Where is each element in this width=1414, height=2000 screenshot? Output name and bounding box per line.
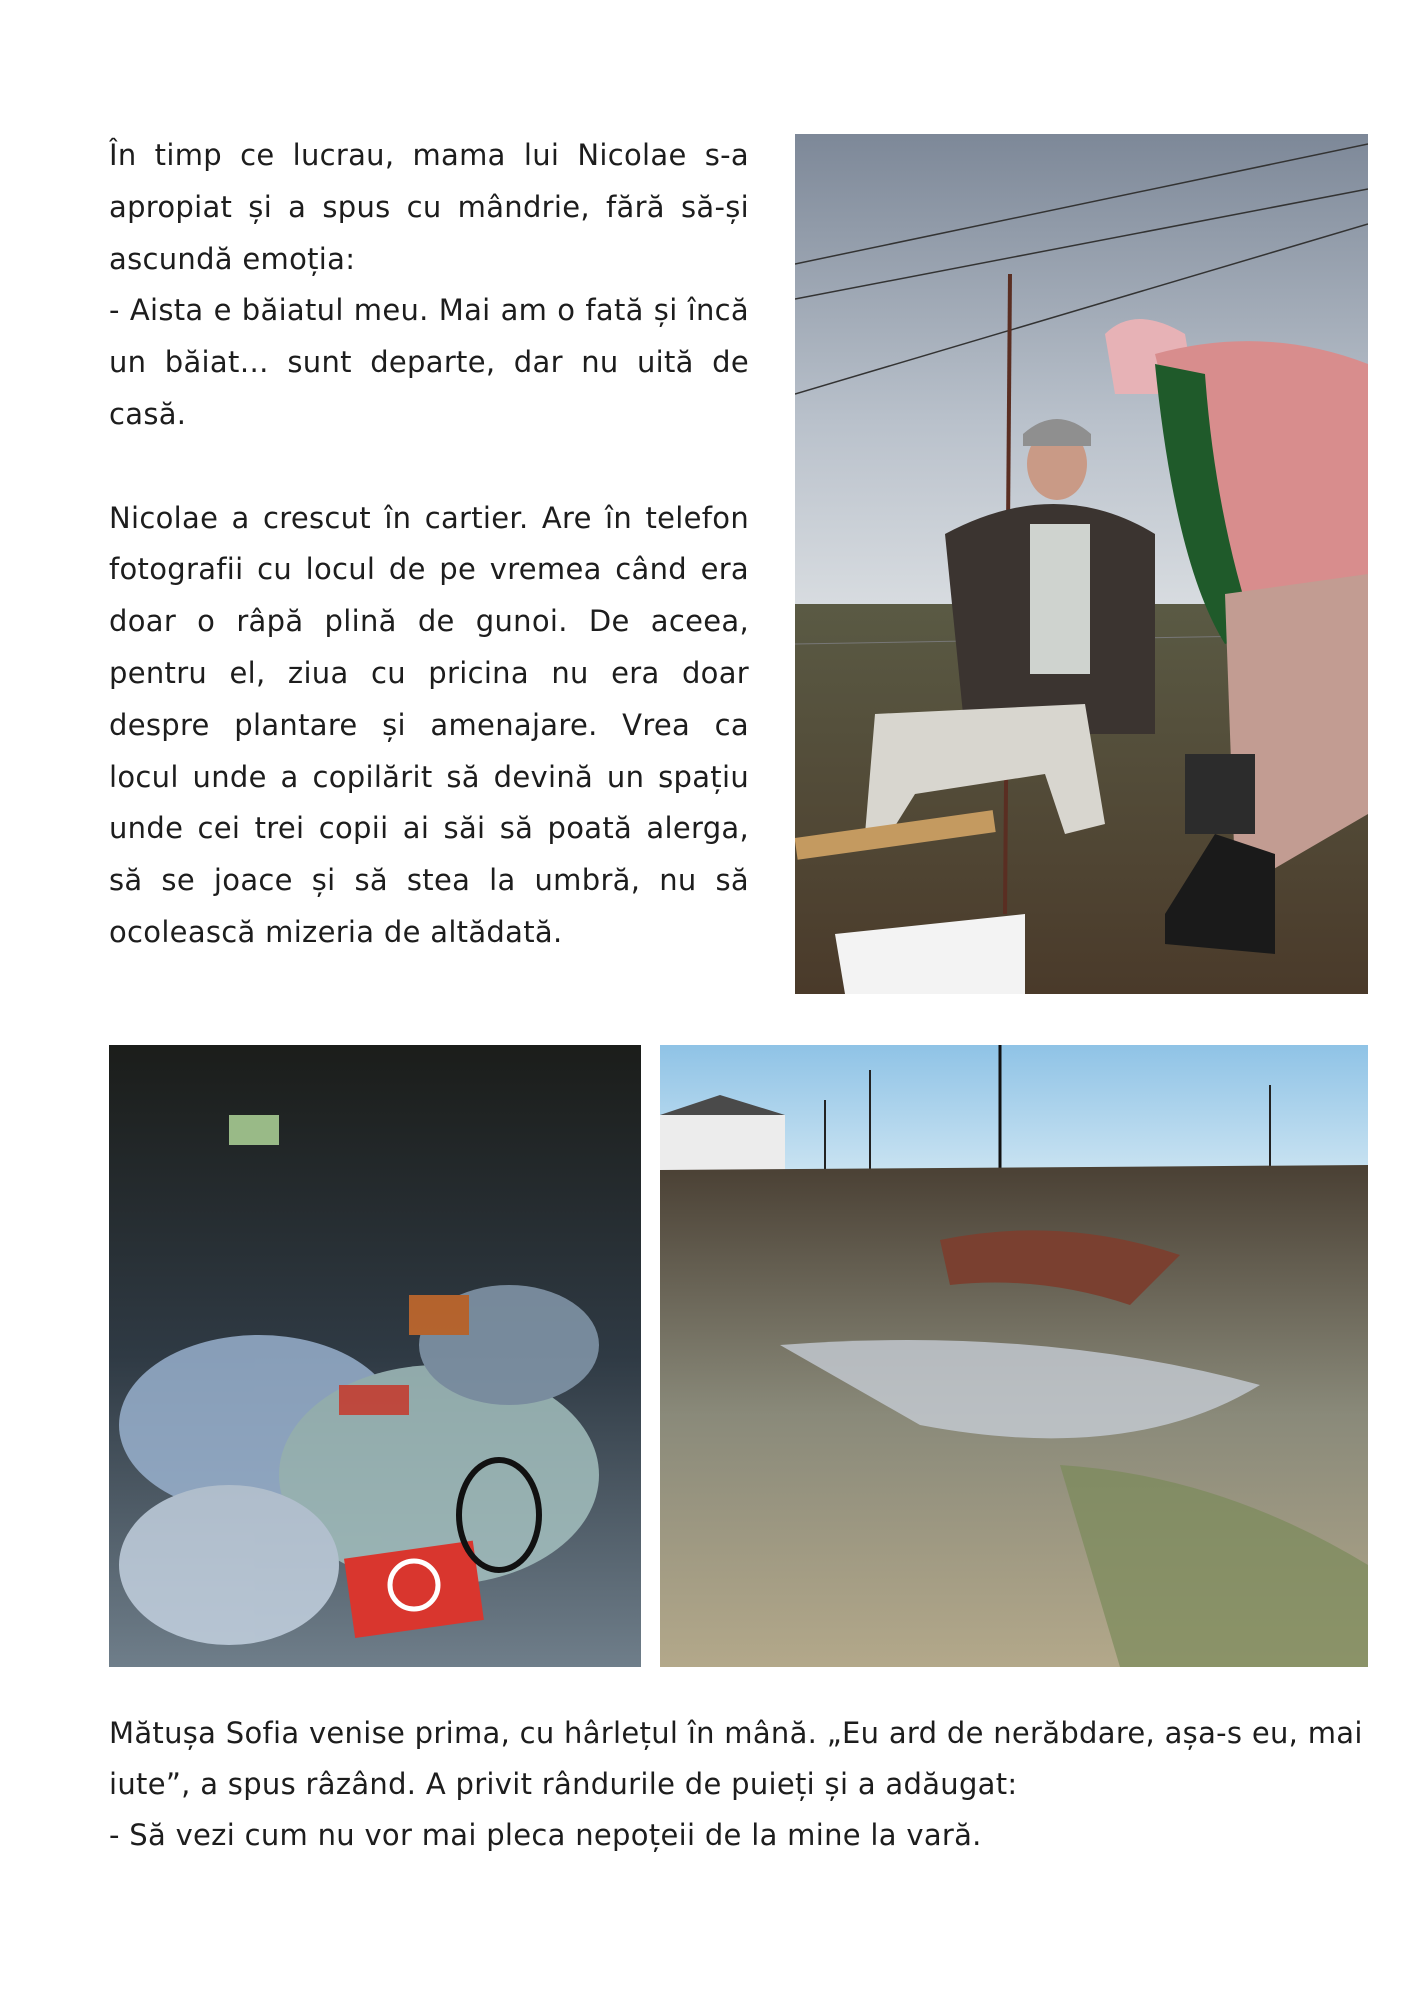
paragraph-nicolae: Nicolae a crescut în cartier. Are în telefon fotografii cu locul de pe vremea când era doar o râpă plină de gunoi. De aceea, pentru el, ziua cu pricina nu era doar despre plantare și amenajare. Vrea ca locul unde a copilărit să devină un spațiu unde cei trei copii ai săi să poată alerga, să se joace și să stea la umbră, nu să ocolească mizeria de altădată. bbox=[109, 500, 749, 949]
paragraph-sofia-quote: - Să vezi cum nu vor mai pleca nepoțeii de la mine la vară. bbox=[109, 1818, 982, 1852]
planting-photo bbox=[795, 134, 1368, 994]
paragraph-sofia: Mătușa Sofia venise prima, cu hârlețul în mână. „Eu ard de nerăbdare, așa-s eu, mai iute”, a spus râzând. A privit rândurile de puieți și a adăugat: bbox=[109, 1716, 1363, 1801]
paragraph-mother-quote: - Aista e băiatul meu. Mai am o fată și încă un băiat… sunt departe, dar nu uită de casă. bbox=[109, 293, 749, 431]
paragraph-mother: În timp ce lucrau, mama lui Nicolae s-a apropiat și a spus cu mândrie, fără să-și ascundă emoția: bbox=[109, 138, 749, 276]
garbage-photo bbox=[109, 1045, 641, 1667]
bottom-text-block bbox=[109, 1708, 1371, 1861]
text-column bbox=[109, 130, 749, 959]
ravine-photo bbox=[660, 1045, 1368, 1667]
